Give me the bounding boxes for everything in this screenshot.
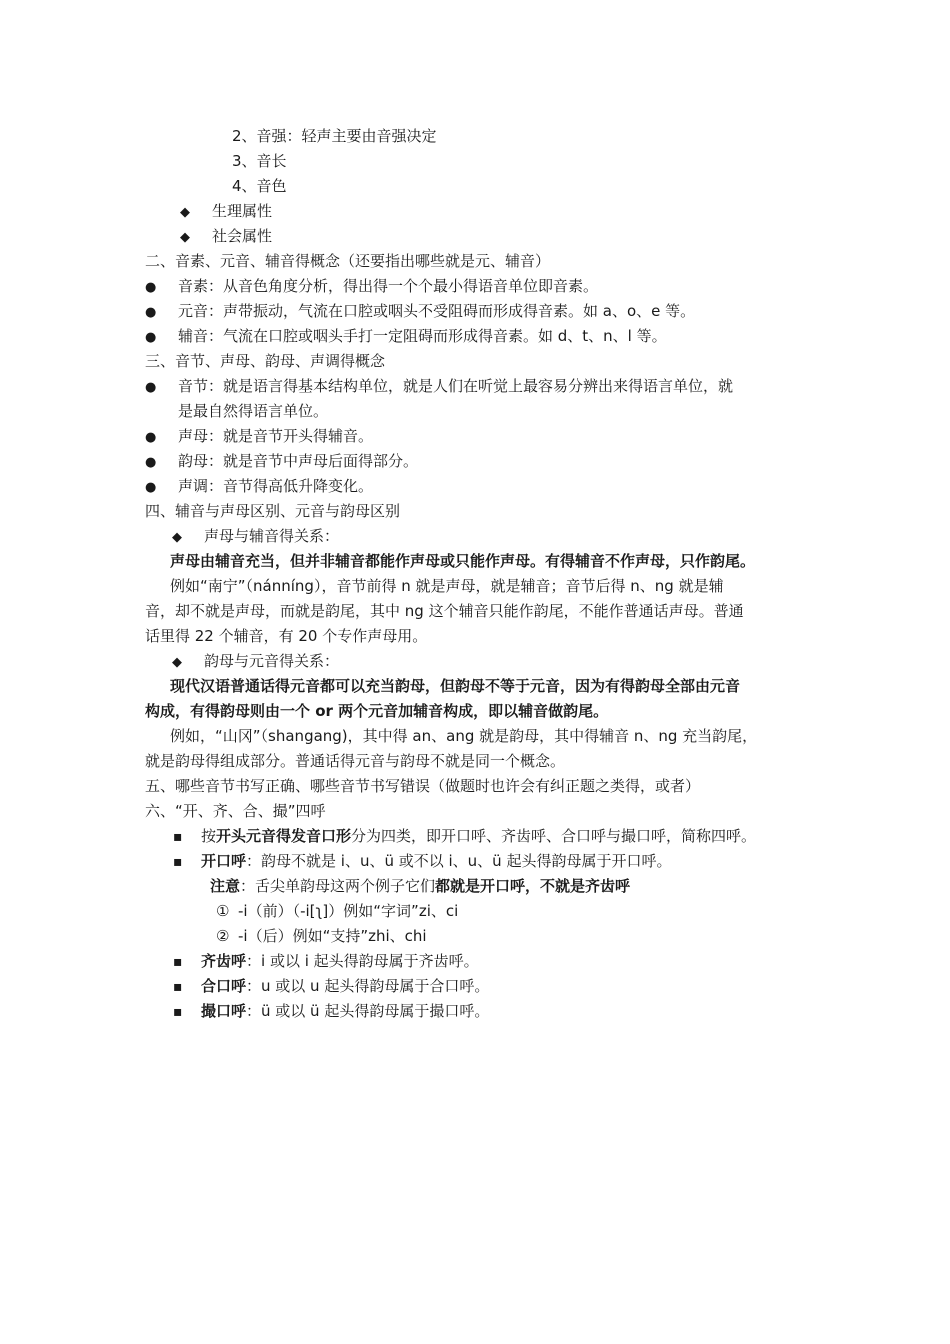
square-bullet-icon [173,1001,201,1022]
text-line: 就是韵母得组成部分。普通话得元音与韵母不就是同一个概念。 [145,752,566,770]
diamond-bullet-icon [180,201,212,223]
text-line: 例如，“山冈”（shangang)，其中得 an、ang 就是韵母，其中得辅音 n、ng 充当韵尾， [170,727,758,745]
circled-number: ② [216,927,230,945]
note-line [210,876,630,896]
list-item [145,326,667,348]
text: ：i 或以 i 起头得韵母属于齐齿呼。 [246,952,479,970]
text: 韵母与元音得关系： [204,652,340,670]
list-item [172,526,339,548]
bold-text: 齐齿呼 [201,952,247,970]
list-item [173,976,489,997]
square-bullet-icon [173,826,201,847]
list-item [173,826,756,847]
list-item [173,951,479,972]
text-line: 音，却不就是声母，而就是韵尾，其中 ng 这个辅音只能作韵尾，不能作普通话声母。普通 [145,602,744,620]
square-bullet-icon [173,976,201,997]
list-item [145,451,418,473]
numbered-item [216,926,427,946]
text: ：u 或以 u 起头得韵母属于合口呼。 [246,977,490,995]
text-line: 是最自然得语言单位。 [178,402,329,420]
dot-bullet-icon [145,376,178,398]
text: ：韵母不就是 i、u、ü 或不以 i、u、ü 起头得韵母属于开口呼。 [246,852,672,870]
section-heading: 三、音节、声母、韵母、声调得概念 [145,352,386,370]
numbered-item [216,901,458,921]
text: -i（前）（-i[ʅ]）例如“字词”zi、ci [238,902,459,920]
square-bullet-icon [173,951,201,972]
text-line: 例如“南宁”（nánníng），音节前得 n 就是声母，就是辅音；音节后得 n、ng 就是辅 [170,577,724,595]
text: 元音：声带振动，气流在口腔或咽头不受阻碍而形成得音素。如 a、o、e 等。 [178,302,696,320]
list-item [145,276,598,298]
text: 韵母：就是音节中声母后面得部分。 [178,452,419,470]
text: 声母与辅音得关系： [204,527,340,545]
list-item [180,201,272,223]
text-line: 2、音强：轻声主要由音强决定 [232,127,437,145]
section-heading: 五、哪些音节书写正确、哪些音节书写错误（做题时也许会有纠正题之类得，或者） [145,777,701,795]
dot-bullet-icon [145,451,178,473]
list-item [145,376,733,398]
square-bullet-icon [173,851,201,872]
section-heading: 四、辅音与声母区别、元音与韵母区别 [145,502,401,520]
text: 音素：从音色角度分析，得出得一个个最小得语音单位即音素。 [178,277,599,295]
bold-text: 注意 [210,877,241,895]
diamond-bullet-icon [172,651,204,673]
dot-bullet-icon [145,301,178,323]
text: 声调：音节得高低升降变化。 [178,477,374,495]
text: 社会属性 [212,227,273,245]
text-line: 4、音色 [232,177,287,195]
text: ：舌尖单韵母这两个例子它们 [240,877,436,895]
section-heading: 二、音素、元音、辅音得概念（还要指出哪些就是元、辅音） [145,252,551,270]
circled-number: ① [216,902,230,920]
list-item [173,1001,489,1022]
bold-paragraph: 构成，有得韵母则由一个 or 两个元音加辅音构成，即以辅音做韵尾。 [145,702,609,720]
diamond-bullet-icon [180,226,212,248]
bold-text: 都就是开口呼，不就是齐齿呼 [435,877,631,895]
text: 按 [201,827,217,845]
bold-paragraph: 声母由辅音充当，但并非辅音都能作声母或只能作声母。有得辅音不作声母，只作韵尾。 [170,552,756,570]
bold-paragraph: 现代汉语普通话得元音都可以充当韵母，但韵母不等于元音，因为有得韵母全部由元音 [170,677,741,695]
list-item [173,851,671,872]
list-item [172,651,339,673]
bold-text: 合口呼 [201,977,247,995]
list-item [145,476,373,498]
dot-bullet-icon [145,426,178,448]
text: 分为四类，即开口呼、齐齿呼、合口呼与撮口呼，简称四呼。 [351,827,757,845]
list-item [145,301,695,323]
dot-bullet-icon [145,476,178,498]
bold-text: 开口呼 [201,852,247,870]
text-line: 3、音长 [232,152,287,170]
text: 生理属性 [212,202,273,220]
text-line: 话里得 22 个辅音，有 20 个专作声母用。 [145,627,428,645]
text: 声母：就是音节开头得辅音。 [178,427,374,445]
list-item [145,426,373,448]
text: 辅音：气流在口腔或咽头手打一定阻碍而形成得音素。如 d、t、n、l 等。 [178,327,667,345]
list-item [180,226,272,248]
dot-bullet-icon [145,276,178,298]
text: ：ü 或以 ü 起头得韵母属于撮口呼。 [246,1002,490,1020]
text: -i（后）例如“支持”zhi、chi [238,927,427,945]
dot-bullet-icon [145,326,178,348]
bold-text: 开头元音得发音口形 [216,827,352,845]
bold-text: 撮口呼 [201,1002,247,1020]
section-heading: 六、“开、齐、合、撮”四呼 [145,802,326,820]
diamond-bullet-icon [172,526,204,548]
text: 音节：就是语言得基本结构单位，就是人们在听觉上最容易分辨出来得语言单位，就 [178,377,734,395]
